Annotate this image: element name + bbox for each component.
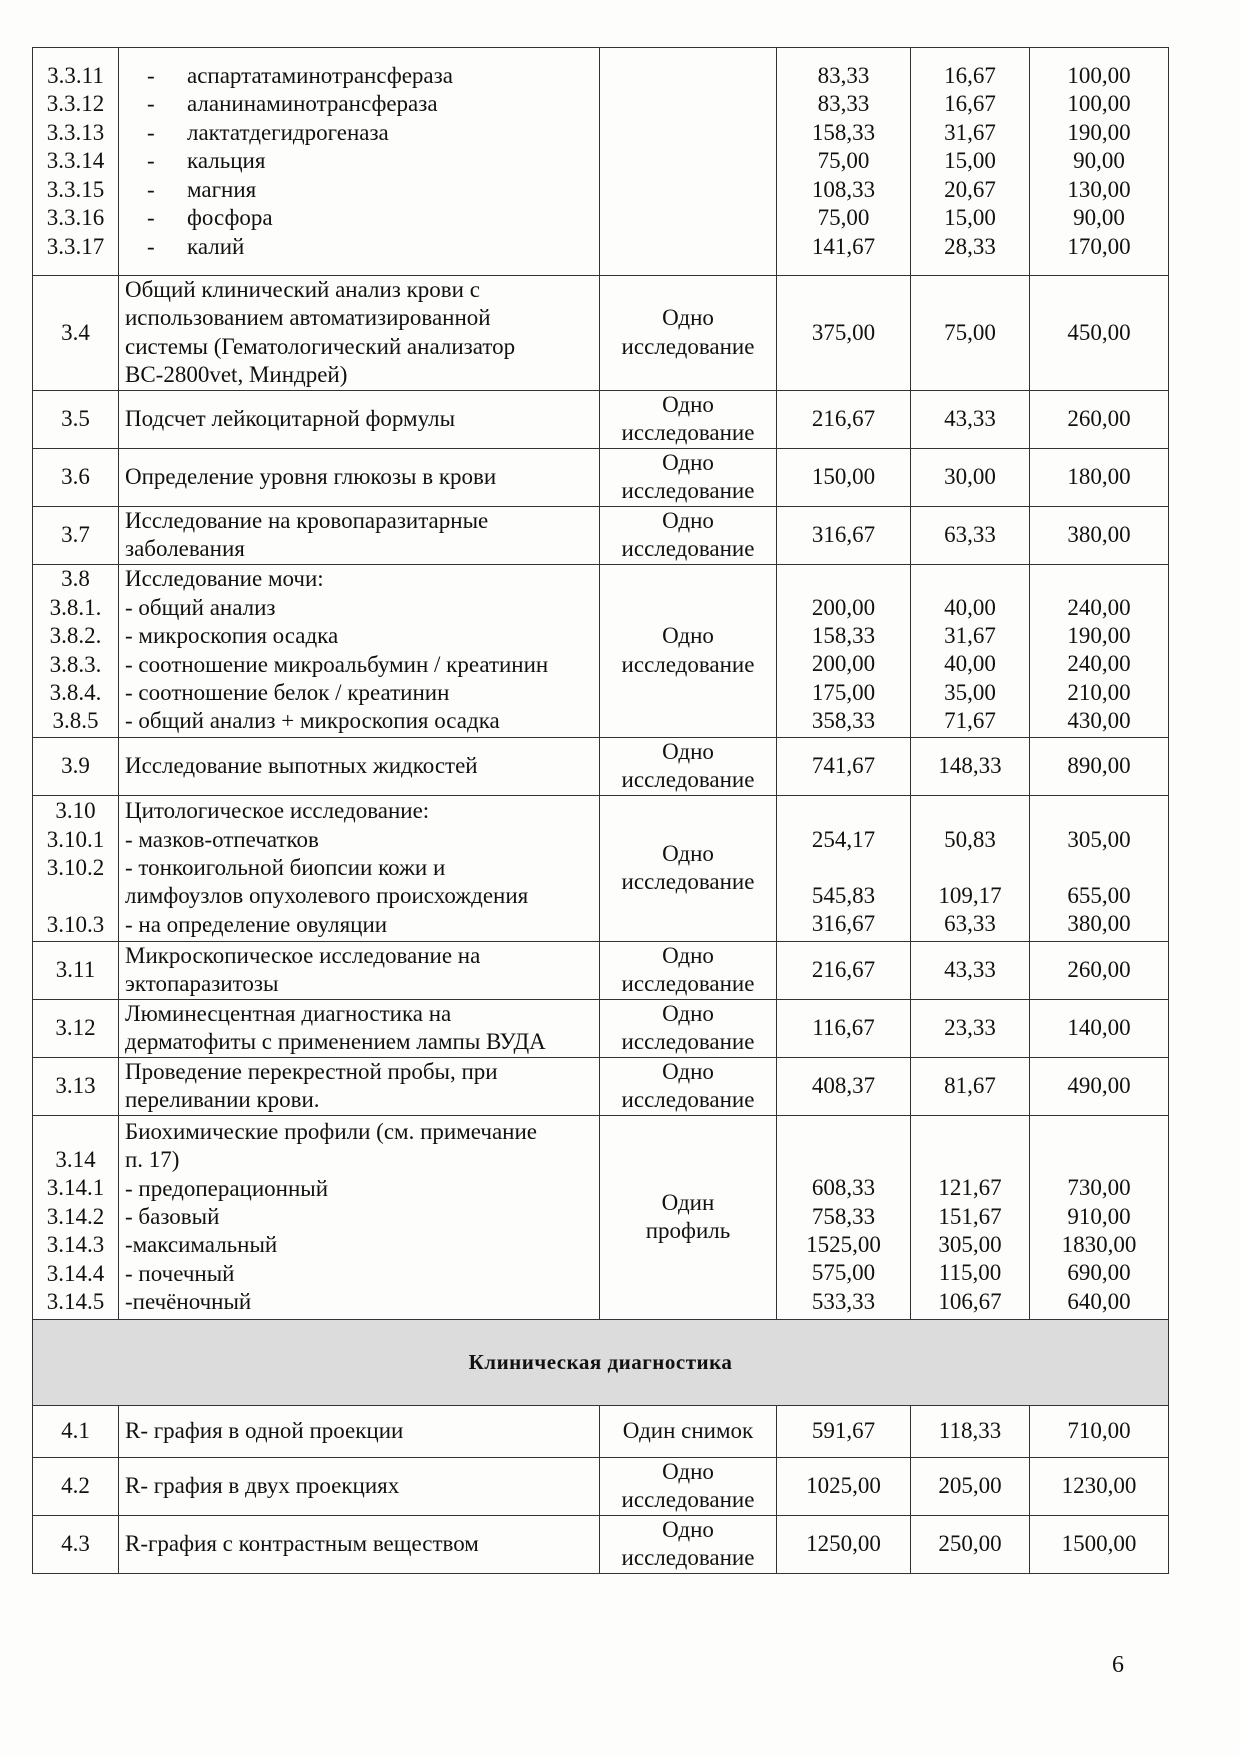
name-cell: Цитологическое исследование: - мазков-отпечатков - тонкоигольной биопсии кожи и лимфоузлов опухолевого происхождения - на определение овуляции — [119, 795, 600, 941]
code-cell: 3.13 — [33, 1057, 119, 1115]
price-cell: 216,67 — [777, 390, 911, 448]
total-cell: 730,00 910,00 1830,00 690,00 640,00 — [1030, 1115, 1169, 1319]
vat-cell: 30,00 — [911, 448, 1030, 506]
name-cell: Подсчет лейкоцитарной формулы — [119, 390, 600, 448]
table-row — [33, 1057, 1169, 1115]
total-cell: 100,00 100,00 190,00 90,00 130,00 90,00 170,00 — [1030, 48, 1169, 276]
unit-cell: Одно исследование — [600, 276, 777, 391]
unit-cell: Одно исследование — [600, 1057, 777, 1115]
table-row — [33, 1515, 1169, 1573]
total-cell: 710,00 — [1030, 1405, 1169, 1457]
vat-cell: 43,33 — [911, 390, 1030, 448]
unit-cell: Одно исследование — [600, 999, 777, 1057]
name-cell: R-графия с контрастным веществом — [119, 1515, 600, 1573]
page-number: 6 — [1112, 1652, 1124, 1678]
vat-cell: 23,33 — [911, 999, 1030, 1057]
total-cell: 490,00 — [1030, 1057, 1169, 1115]
name-cell: - аспартатаминотрансфераза - аланинаминотрансфераза - лактатдегидрогеназа - кальция - магния - фосфора - калий — [119, 48, 600, 276]
code-cell: 3.11 — [33, 941, 119, 999]
total-cell: 1500,00 — [1030, 1515, 1169, 1573]
code-cell: 3.6 — [33, 448, 119, 506]
code-cell: 4.3 — [33, 1515, 119, 1573]
vat-cell: 205,00 — [911, 1457, 1030, 1515]
price-cell: 254,17 545,83 316,67 — [777, 795, 911, 941]
price-cell: 83,33 83,33 158,33 75,00 108,33 75,00 141,67 — [777, 48, 911, 276]
price-cell: 1250,00 — [777, 1515, 911, 1573]
name-cell: Микроскопическое исследование на эктопаразитозы — [119, 941, 600, 999]
unit-cell: Одно исследование — [600, 506, 777, 564]
unit-cell: Одно исследование — [600, 564, 777, 737]
total-cell: 380,00 — [1030, 506, 1169, 564]
table-row — [33, 48, 1169, 276]
unit-cell: Одно исследование — [600, 737, 777, 795]
unit-cell: Одно исследование — [600, 390, 777, 448]
price-cell: 216,67 — [777, 941, 911, 999]
table-row — [33, 1405, 1169, 1457]
vat-cell: 75,00 — [911, 276, 1030, 391]
table-row — [33, 795, 1169, 941]
name-cell: R- графия в двух проекциях — [119, 1457, 600, 1515]
unit-cell: Одно исследование — [600, 941, 777, 999]
unit-cell: Одно исследование — [600, 795, 777, 941]
code-cell: 3.8 3.8.1. 3.8.2. 3.8.3. 3.8.4. 3.8.5 — [33, 564, 119, 737]
code-cell: 3.5 — [33, 390, 119, 448]
table-row — [33, 448, 1169, 506]
code-cell: 3.12 — [33, 999, 119, 1057]
table-row — [33, 276, 1169, 391]
price-cell: 375,00 — [777, 276, 911, 391]
price-cell: 200,00 158,33 200,00 175,00 358,33 — [777, 564, 911, 737]
table-row — [33, 737, 1169, 795]
table-row — [33, 1115, 1169, 1319]
vat-cell: 148,33 — [911, 737, 1030, 795]
table-row — [33, 1457, 1169, 1515]
code-cell: 3.7 — [33, 506, 119, 564]
vat-cell: 43,33 — [911, 941, 1030, 999]
total-cell: 890,00 — [1030, 737, 1169, 795]
code-cell: 4.2 — [33, 1457, 119, 1515]
code-cell: 3.3.11 3.3.12 3.3.13 3.3.14 3.3.15 3.3.16 3.3.17 — [33, 48, 119, 276]
price-cell: 150,00 — [777, 448, 911, 506]
name-cell: Исследование выпотных жидкостей — [119, 737, 600, 795]
price-cell: 591,67 — [777, 1405, 911, 1457]
unit-cell: Одно исследование — [600, 1457, 777, 1515]
price-cell: 408,37 — [777, 1057, 911, 1115]
name-cell: Проведение перекрестной пробы, при переливании крови. — [119, 1057, 600, 1115]
name-cell: Исследование мочи: - общий анализ - микроскопия осадка - соотношение микроальбумин / креатинин - соотношение белок / креатинин - общий анализ + микроскопия осадка — [119, 564, 600, 737]
name-cell: Общий клинический анализ крови с использованием автоматизированной системы (Гематологический анализатор ВС-2800vet, Миндрей) — [119, 276, 600, 391]
code-cell: 3.4 — [33, 276, 119, 391]
name-cell: Люминесцентная диагностика на дерматофиты с применением лампы ВУДА — [119, 999, 600, 1057]
vat-cell: 121,67 151,67 305,00 115,00 106,67 — [911, 1115, 1030, 1319]
unit-cell: Одно исследование — [600, 448, 777, 506]
total-cell: 260,00 — [1030, 390, 1169, 448]
table-row — [33, 506, 1169, 564]
code-cell: 3.9 — [33, 737, 119, 795]
total-cell: 240,00 190,00 240,00 210,00 430,00 — [1030, 564, 1169, 737]
vat-cell: 50,83 109,17 63,33 — [911, 795, 1030, 941]
total-cell: 260,00 — [1030, 941, 1169, 999]
vat-cell: 63,33 — [911, 506, 1030, 564]
table-row — [33, 564, 1169, 737]
code-cell: 4.1 — [33, 1405, 119, 1457]
price-cell: 608,33 758,33 1525,00 575,00 533,33 — [777, 1115, 911, 1319]
name-cell: Исследование на кровопаразитарные заболевания — [119, 506, 600, 564]
name-cell: R- графия в одной проекции — [119, 1405, 600, 1457]
code-cell: 3.14 3.14.1 3.14.2 3.14.3 3.14.4 3.14.5 — [33, 1115, 119, 1319]
name-cell: Определение уровня глюкозы в крови — [119, 448, 600, 506]
table-row — [33, 390, 1169, 448]
price-cell: 1025,00 — [777, 1457, 911, 1515]
section-header-row — [33, 1319, 1169, 1405]
table-row — [33, 999, 1169, 1057]
unit-cell: Один профиль — [600, 1115, 777, 1319]
vat-cell: 118,33 — [911, 1405, 1030, 1457]
unit-cell: Один снимок — [600, 1405, 777, 1457]
code-cell: 3.10 3.10.1 3.10.2 3.10.3 — [33, 795, 119, 941]
price-table — [32, 47, 1169, 1574]
section-title: Клиническая диагностика — [33, 1319, 1169, 1405]
vat-cell: 250,00 — [911, 1515, 1030, 1573]
total-cell: 180,00 — [1030, 448, 1169, 506]
total-cell: 1230,00 — [1030, 1457, 1169, 1515]
name-cell: Биохимические профили (см. примечание п. 17) - предоперационный - базовый -максимальный - почечный -печёночный — [119, 1115, 600, 1319]
price-cell: 741,67 — [777, 737, 911, 795]
price-cell: 316,67 — [777, 506, 911, 564]
vat-cell: 16,67 16,67 31,67 15,00 20,67 15,00 28,33 — [911, 48, 1030, 276]
vat-cell: 81,67 — [911, 1057, 1030, 1115]
total-cell: 305,00 655,00 380,00 — [1030, 795, 1169, 941]
vat-cell: 40,00 31,67 40,00 35,00 71,67 — [911, 564, 1030, 737]
table-row — [33, 941, 1169, 999]
unit-cell: Одно исследование — [600, 1515, 777, 1573]
unit-cell — [600, 48, 777, 276]
total-cell: 140,00 — [1030, 999, 1169, 1057]
price-cell: 116,67 — [777, 999, 911, 1057]
total-cell: 450,00 — [1030, 276, 1169, 391]
